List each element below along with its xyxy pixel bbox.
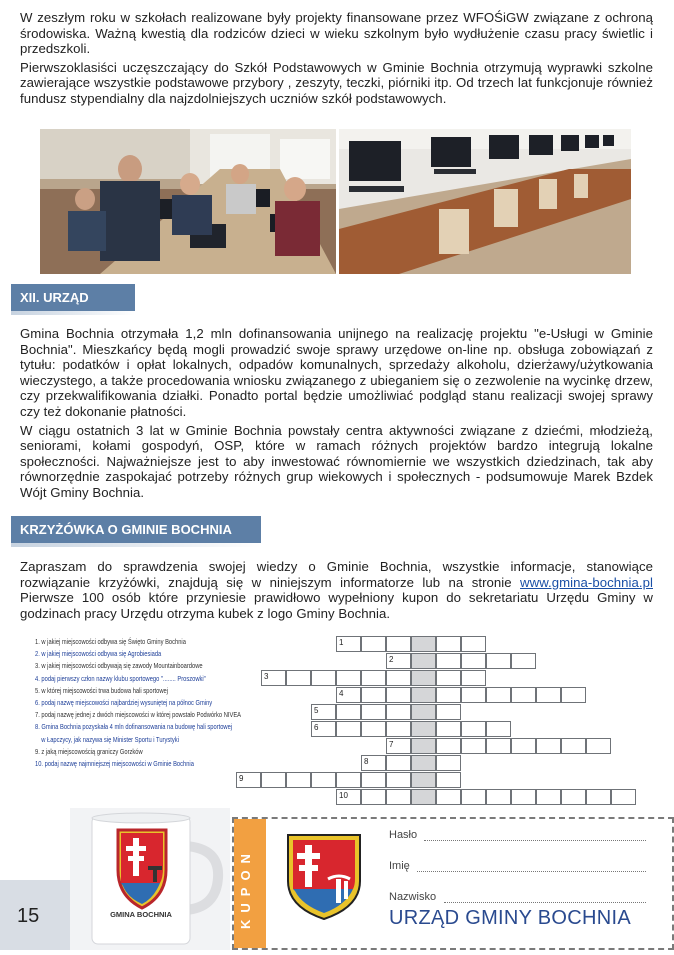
crossword-cell[interactable] (511, 738, 536, 754)
crossword-cell[interactable] (411, 772, 436, 788)
crossword-cell[interactable] (411, 687, 436, 703)
coupon-logo (284, 831, 364, 921)
intro-paragraph-1: W zeszłym roku w szkołach realizowane były projekty finansowane przez WFOŚiGW związane z ochroną środowiska. Ważną kwestią dla rodziców dzieci w wieku szkolnym było wydłużenie czasu pracy świetlic i przedszkoli. (20, 10, 653, 57)
crossword-cell[interactable] (386, 653, 411, 669)
crossword-cell[interactable] (461, 738, 486, 754)
crossword-row-number: 9 (239, 774, 244, 783)
coupon (232, 817, 674, 950)
crossword-cell[interactable] (611, 789, 636, 805)
intro-text (20, 10, 653, 110)
crossword-cell[interactable] (286, 670, 311, 686)
crossword-cell[interactable] (336, 772, 361, 788)
crossword-cell[interactable] (486, 738, 511, 754)
section-heading-crossword (11, 516, 261, 543)
crossword-cell[interactable] (261, 670, 286, 686)
clue-6: 6. podaj nazwę miejscowości najbardziej wysuniętej na północ Gminy (35, 698, 213, 708)
crossword-cell[interactable] (386, 738, 411, 754)
crossword-cell[interactable] (311, 670, 336, 686)
clue-5: 5. w której miejscowości trwa budowa hali sportowej (35, 685, 168, 695)
computer-room-photo (339, 129, 631, 274)
crossword-cell[interactable] (486, 721, 511, 737)
crossword-clues (35, 636, 242, 770)
clue-8-cont: w Łapczycy, jak nazywa się Minister Sportu i Turystyki (41, 734, 179, 744)
crossword-cell[interactable] (336, 704, 361, 720)
crossword-cell[interactable] (361, 704, 386, 720)
intro-paragraph-2: Pierwszoklasiści uczęszczający do Szkół Podstawowych w Gminie Bochnia otrzymują wyprawki szkolne zawierające wszystkie podstawowe przybory , zeszyty, teczki, piórniki itp. Od trzech lat funkcjonuje również fundusz stypendialny dla najzdolniejszych uczniów szkół podstawowych. (20, 59, 653, 106)
section-heading-urzad (11, 284, 135, 311)
crossword-intro-text: Zapraszam do sprawdzenia swojej wiedzy o Gminie Bochnia, wszystkie informacje, stanowiące rozwiązanie krzyżówki, znajdują się w niniejszym informatorze lub na stronie (20, 559, 653, 590)
crossword-cell[interactable] (436, 755, 461, 771)
crossword-cell[interactable] (386, 789, 411, 805)
crossword-cell[interactable] (386, 636, 411, 652)
crossword-row-number: 8 (364, 757, 369, 766)
crossword-cell[interactable] (311, 704, 336, 720)
crossword-cell[interactable] (336, 721, 361, 737)
crossword-cell[interactable] (436, 738, 461, 754)
coupon-field-nazwisko[interactable] (444, 902, 646, 903)
crossword-cell[interactable] (561, 687, 586, 703)
page-number: 15 (17, 905, 40, 927)
coupon-office-name: URZĄD GMINY BOCHNIA (389, 907, 632, 929)
urzad-paragraph-1: Gmina Bochnia otrzymała 1,2 mln dofinansowania unijnego na realizację projektu "e-Usługi w Gminie Bochnia". Mieszkańcy będą mogli prowadzić swoje sprawy urzędowe on-line np. obsługa zobowiązań z tytułu: podatków i opłat lokalnych, odpadów komunalnych, sprzedaży alkoholu, dzierżawy/użytkowania wieczystego, a także procedowania wniosku związanego z ubieganiem się o zezwolenie na wycinkę drzew, czy przekwalifikowania działki. Ponadto portal będzie umożliwiać podgląd stanu realizacji swojej sprawy czy też dokonanie płatności. (20, 326, 653, 419)
crossword-cell[interactable] (411, 755, 436, 771)
crossword-cell[interactable] (411, 721, 436, 737)
crossword-cell[interactable] (561, 738, 586, 754)
coupon-field-imie-label: Imię (389, 860, 410, 872)
crossword-cell[interactable] (361, 772, 386, 788)
clue-7: 7. podaj nazwę jednej z dwóch miejscowości w której powstało Podwórko NIVEA (35, 710, 242, 720)
gmina-website-link[interactable]: www.gmina-bochnia.pl (520, 574, 653, 590)
coupon-strip-label: KUPON (238, 847, 253, 929)
crossword-cell[interactable] (386, 704, 411, 720)
coupon-field-imie[interactable] (417, 871, 646, 872)
crossword-cell[interactable] (436, 670, 461, 686)
crossword-cell[interactable] (436, 721, 461, 737)
crossword-cell[interactable] (461, 789, 486, 805)
crossword-cell[interactable] (486, 789, 511, 805)
crossword-cell[interactable] (311, 772, 336, 788)
crossword-cell[interactable] (511, 789, 536, 805)
crossword-cell[interactable] (411, 653, 436, 669)
crossword-cell[interactable] (536, 789, 561, 805)
clue-4: 4. podaj pierwszy człon nazwy klubu sportowego "........ Proszowki" (35, 673, 206, 683)
crossword-cell[interactable] (486, 687, 511, 703)
crossword-row-number: 6 (314, 723, 319, 732)
crossword-cell[interactable] (311, 721, 336, 737)
crossword-cell[interactable] (461, 670, 486, 686)
crossword-cell[interactable] (361, 670, 386, 686)
crossword-row-number: 5 (314, 706, 319, 715)
crossword-cell[interactable] (336, 687, 361, 703)
crossword-cell[interactable] (586, 738, 611, 754)
coupon-field-haslo-label: Hasło (389, 829, 418, 841)
crossword-cell[interactable] (386, 755, 411, 771)
crossword-cell[interactable] (436, 653, 461, 669)
clue-1: 1. w jakiej miejscowości odbywa się Święto Gminy Bochnia (35, 637, 186, 646)
clue-10: 10. podaj nazwę najmniejszej miejscowości w Gminie Bochnia (35, 759, 194, 769)
crossword-cell[interactable] (386, 772, 411, 788)
section-heading-crossword-label: KRZYŻÓWKA O GMINIE BOCHNIA (20, 522, 232, 537)
crossword-intro (20, 559, 653, 624)
crossword-cell[interactable] (536, 687, 561, 703)
crossword-cell[interactable] (386, 687, 411, 703)
coupon-field-nazwisko-label: Nazwisko (389, 891, 437, 903)
crossword-cell[interactable] (386, 670, 411, 686)
crossword-cell[interactable] (411, 636, 436, 652)
coupon-strip (234, 819, 266, 948)
crossword-row-number: 2 (389, 655, 394, 664)
crossword-cell[interactable] (486, 653, 511, 669)
crossword-row-number: 10 (339, 791, 348, 800)
crossword-cell[interactable] (436, 789, 461, 805)
clue-2: 2. w jakiej miejscowości odbywa się Agrobiesiada (35, 649, 162, 659)
crossword-cell[interactable] (461, 721, 486, 737)
clue-9: 9. z jaką miejscowością graniczy Gorzków (35, 746, 143, 756)
crossword-cell[interactable] (511, 687, 536, 703)
crossword-row-number: 3 (264, 672, 269, 681)
crossword-cell[interactable] (461, 687, 486, 703)
crossword-cell[interactable] (586, 789, 611, 805)
mug-label: GMINA BOCHNIA (110, 910, 172, 919)
crossword-cell[interactable] (536, 738, 561, 754)
section-heading-urzad-label: XII. URZĄD (20, 290, 89, 305)
crossword-cell[interactable] (411, 789, 436, 805)
crossword-cell[interactable] (236, 772, 261, 788)
crossword-cell[interactable] (411, 704, 436, 720)
crossword-row-number: 1 (339, 638, 344, 647)
classroom-photo (40, 129, 336, 274)
crossword-cell[interactable] (336, 636, 361, 652)
crossword-cell[interactable] (436, 704, 461, 720)
clue-3: 3. w jakiej miejscowości odbywają się zawody Mountainboardowe (35, 661, 203, 671)
crossword-cell[interactable] (386, 721, 411, 737)
crossword-cell[interactable] (361, 789, 386, 805)
urzad-paragraph-2: W ciągu ostatnich 3 lat w Gminie Bochnia powstały centra aktywności związane z dziećmi, młodzieżą, seniorami, kołami gospodyń, OSP, które w ramach różnych projektów bardzo integrują lokalne społeczności. Najważniejsze jest to aby inwestować równomiernie we wszystkich dziedzinach, tak aby równorzędnie zaspokajać potrzeby różnych grup wiekowych i społecznych - podsumowuje Marek Bzdek Wójt Gminy Bochnia. (20, 422, 653, 500)
crossword-cell[interactable] (461, 653, 486, 669)
crossword-row-number: 4 (339, 689, 344, 698)
crossword-cell[interactable] (511, 653, 536, 669)
crossword-cell[interactable] (336, 789, 361, 805)
crossword-cell[interactable] (411, 670, 436, 686)
crossword-cell[interactable] (361, 755, 386, 771)
clue-8: 8. Gmina Bochnia pozyskała 4 mln dofinansowania na budowę hali sportowej (35, 722, 233, 732)
page-number-box (0, 880, 70, 950)
crossword-cell[interactable] (336, 670, 361, 686)
crossword-cell[interactable] (436, 636, 461, 652)
crossword-cell[interactable] (361, 636, 386, 652)
crossword-cell[interactable] (361, 721, 386, 737)
mug-image (70, 808, 230, 950)
crossword-cell[interactable] (411, 738, 436, 754)
crossword-cell[interactable] (436, 772, 461, 788)
urzad-text (20, 326, 653, 504)
crossword-cell[interactable] (461, 636, 486, 652)
crossword-row-number: 7 (389, 740, 394, 749)
crossword-cell[interactable] (261, 772, 286, 788)
crossword-cell[interactable] (561, 789, 586, 805)
crossword-intro-text-2: Pierwsze 100 osób które przyniesie prawidłowo wypełniony kupon do sekretariatu Urzędu Gminy w godzinach pracy Urzędu otrzyma kubek z logo Gminy Bochnia. (20, 590, 653, 621)
crossword-cell[interactable] (436, 687, 461, 703)
coupon-field-haslo[interactable] (424, 840, 646, 841)
crossword-cell[interactable] (361, 687, 386, 703)
crossword-cell[interactable] (286, 772, 311, 788)
